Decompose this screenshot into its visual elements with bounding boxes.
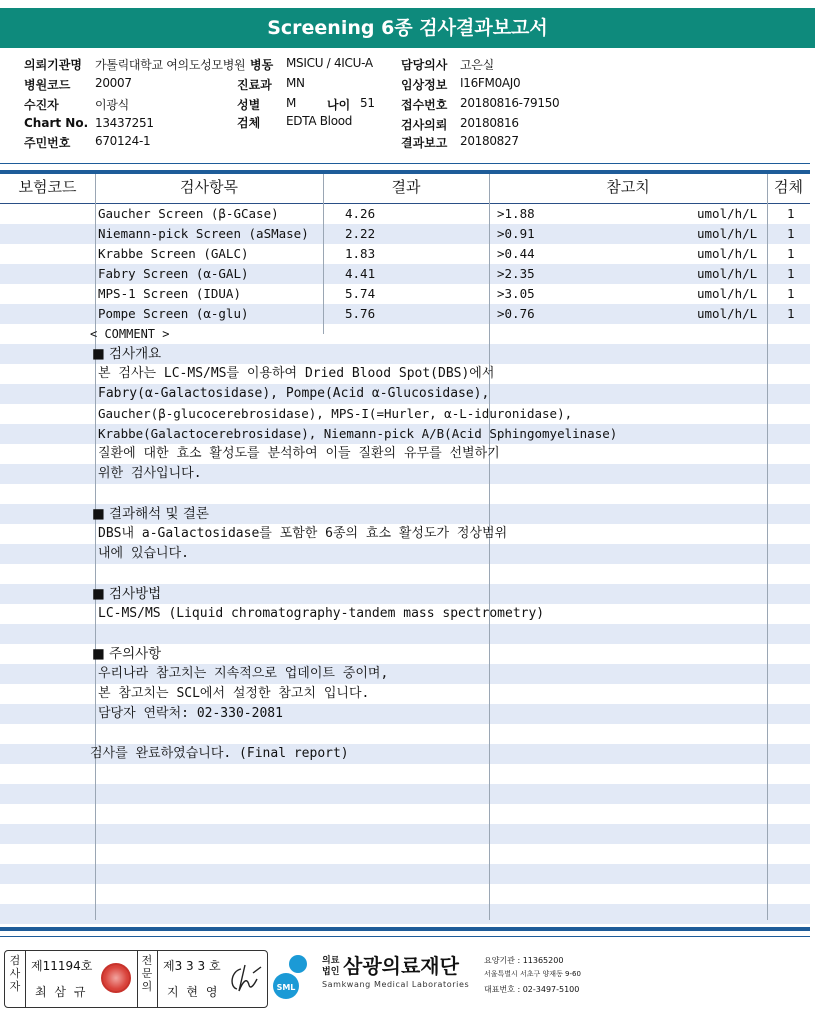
- dept-value: MN: [286, 76, 305, 90]
- logo-text: SML: [276, 983, 296, 992]
- signature-box: [4, 950, 268, 1008]
- examiner-seal: [101, 963, 131, 993]
- section-overview-title: ■ 검사개요: [92, 346, 162, 362]
- overview-line: 본 검사는 LC-MS/MS를 이용하여 Dried Blood Spot(DBS)에서: [98, 366, 495, 381]
- report-label: 결과보고: [401, 136, 448, 150]
- org-prefix-bottom: 법인: [322, 967, 340, 977]
- results-table: [0, 174, 810, 922]
- caution-line: 본 참고치는 SCL에서 설정한 참고치 입니다.: [98, 686, 370, 701]
- examiner-license: 제11194호: [31, 959, 93, 973]
- request-label: 검사의뢰: [401, 118, 448, 132]
- code-value: 20007: [95, 76, 132, 90]
- overview-line: Fabry(α-Galactosidase), Pompe(Acid α-Glucosidase),: [98, 386, 490, 401]
- result-unit: umol/h/L: [697, 246, 758, 261]
- result-unit: umol/h/L: [697, 266, 758, 281]
- chart-value: 13437251: [95, 116, 154, 130]
- table-row: [0, 864, 810, 884]
- result-item: Niemann-pick Screen (aSMase): [98, 226, 309, 241]
- table-row: [0, 904, 810, 924]
- comment-header: < COMMENT >: [90, 327, 170, 341]
- org-prefix-top: 의료: [322, 956, 340, 966]
- contact-line: 대표번호 : 02-3497-5100: [484, 985, 580, 994]
- result-reference: >1.88: [497, 206, 535, 221]
- signature-icon: [227, 963, 263, 995]
- column-divider: [323, 174, 324, 334]
- result-value: 4.41: [345, 266, 376, 281]
- dept-label: 진료과: [237, 78, 272, 92]
- table-row: [0, 284, 810, 304]
- receipt-value: 20180816-79150: [460, 96, 560, 110]
- overview-line: Krabbe(Galactocerebrosidase), Niemann-pick A/B(Acid Sphingomyelinase): [98, 426, 618, 441]
- header-insurance-code: 보험코드: [18, 178, 77, 196]
- header-test-item: 검사항목: [180, 178, 238, 196]
- table-row: [0, 204, 810, 224]
- hospital-label: 의뢰기관명: [24, 58, 82, 72]
- hospital-value: 가톨릭대학교 여의도성모병원: [95, 58, 246, 72]
- result-reference: >0.76: [497, 306, 535, 321]
- result-value: 4.26: [345, 206, 376, 221]
- sex-value: M: [286, 96, 297, 110]
- contact-line: 요양기관 : 11365200: [484, 956, 564, 965]
- patient-info-section: [0, 52, 815, 152]
- result-specimen: 1: [787, 266, 795, 281]
- table-row: [0, 824, 810, 844]
- table-row: [0, 624, 810, 644]
- patient-label: 수진자: [24, 98, 59, 112]
- clinical-value: I16FM0AJ0: [460, 76, 521, 90]
- table-row: [0, 764, 810, 784]
- result-value: 1.83: [345, 246, 376, 261]
- contact-line: 서울특별시 서초구 양재동 9-60: [484, 970, 581, 978]
- clinical-label: 임상정보: [401, 78, 448, 92]
- result-value: 5.76: [345, 306, 376, 321]
- caution-line: 우리나라 참고치는 지속적으로 업데이트 중이며,: [98, 666, 389, 681]
- result-item: Krabbe Screen (GALC): [98, 246, 249, 261]
- column-divider: [767, 174, 768, 920]
- box-divider: [137, 951, 138, 1007]
- request-value: 20180816: [460, 116, 519, 130]
- age-value: 51: [360, 96, 375, 110]
- box-divider: [25, 951, 26, 1007]
- sex-label: 성별: [237, 98, 261, 112]
- section-interpretation-title: ■ 결과해석 및 결론: [92, 506, 209, 522]
- examiner-label: 검사자: [9, 954, 21, 993]
- table-row: [0, 244, 810, 264]
- doctor-label: 담당의사: [401, 58, 448, 72]
- result-specimen: 1: [787, 286, 795, 301]
- interpretation-line: 내에 있습니다.: [98, 546, 190, 561]
- section-caution-title: ■ 주의사항: [92, 646, 162, 662]
- specialist-label: 전문의: [141, 954, 153, 993]
- caution-line: 담당자 연락처: 02-330-2081: [98, 706, 283, 721]
- result-value: 2.22: [345, 226, 376, 241]
- id-value: 670124-1: [95, 134, 151, 148]
- table-row: [0, 724, 810, 744]
- report-title: Screening 6종 검사결과보고서: [0, 8, 815, 48]
- chart-label: Chart No.: [24, 116, 89, 130]
- overview-line: 위한 검사입니다.: [98, 466, 202, 481]
- patient-value: 이광식: [95, 98, 129, 112]
- result-specimen: 1: [787, 226, 795, 241]
- table-row: [0, 784, 810, 804]
- id-label: 주민번호: [24, 136, 71, 150]
- header-result: 결과: [391, 178, 421, 196]
- result-unit: umol/h/L: [697, 306, 758, 321]
- doctor-value: 고은실: [460, 58, 494, 72]
- sml-logo-icon: [272, 952, 318, 1002]
- method-line: LC-MS/MS (Liquid chromatography-tandem mass spectrometry): [98, 606, 545, 621]
- final-report-note: 검사를 완료하였습니다. (Final report): [90, 746, 349, 761]
- result-reference: >0.44: [497, 246, 535, 261]
- result-specimen: 1: [787, 206, 795, 221]
- table-header-row: [0, 174, 810, 204]
- section-method-title: ■ 검사방법: [92, 586, 162, 602]
- table-row: [0, 304, 810, 324]
- column-divider: [95, 174, 96, 920]
- specimen-label: 검체: [237, 116, 261, 130]
- header-reference: 참고치: [606, 178, 650, 196]
- header-specimen: 검체: [774, 178, 803, 196]
- info-divider: [0, 163, 810, 164]
- result-value: 5.74: [345, 286, 376, 301]
- result-item: MPS-1 Screen (IDUA): [98, 286, 241, 301]
- org-english-name: Samkwang Medical Laboratories: [322, 980, 470, 989]
- ward-label: 병동: [250, 58, 274, 72]
- result-specimen: 1: [787, 306, 795, 321]
- table-row: [0, 884, 810, 904]
- result-unit: umol/h/L: [697, 206, 758, 221]
- result-reference: >2.35: [497, 266, 535, 281]
- result-unit: umol/h/L: [697, 286, 758, 301]
- examiner-name: 최 삼 규: [35, 985, 88, 999]
- table-row: [0, 844, 810, 864]
- overview-line: 질환에 대한 효소 활성도를 분석하여 이들 질환의 유무를 선별하기: [98, 446, 500, 461]
- footer: [0, 930, 815, 1015]
- result-reference: >0.91: [497, 226, 535, 241]
- interpretation-line: DBS내 a-Galactosidase를 포함한 6종의 효소 활성도가 정상범위: [98, 526, 508, 541]
- table-row: [0, 224, 810, 244]
- ward-value: MSICU / 4ICU-A: [286, 56, 373, 70]
- table-row: [0, 804, 810, 824]
- result-item: Gaucher Screen (β-GCase): [98, 206, 279, 221]
- result-reference: >3.05: [497, 286, 535, 301]
- result-item: Pompe Screen (α-glu): [98, 306, 249, 321]
- age-label: 나이: [327, 98, 351, 112]
- specialist-name: 지 현 영: [167, 985, 220, 999]
- box-divider: [157, 951, 158, 1007]
- report-value: 20180827: [460, 134, 519, 148]
- code-label: 병원코드: [24, 78, 71, 92]
- specimen-value: EDTA Blood: [286, 114, 353, 128]
- specialist-license: 제3 3 3 호: [163, 959, 221, 973]
- receipt-label: 접수번호: [401, 98, 448, 112]
- org-name: 삼광의료재단: [343, 954, 459, 978]
- column-divider: [489, 174, 490, 920]
- table-row: [0, 484, 810, 504]
- overview-line: Gaucher(β-glucocerebrosidase), MPS-I(=Hurler, α-L-iduronidase),: [98, 406, 573, 421]
- table-row: [0, 564, 810, 584]
- result-specimen: 1: [787, 246, 795, 261]
- result-unit: umol/h/L: [697, 226, 758, 241]
- result-item: Fabry Screen (α-GAL): [98, 266, 249, 281]
- table-row: [0, 264, 810, 284]
